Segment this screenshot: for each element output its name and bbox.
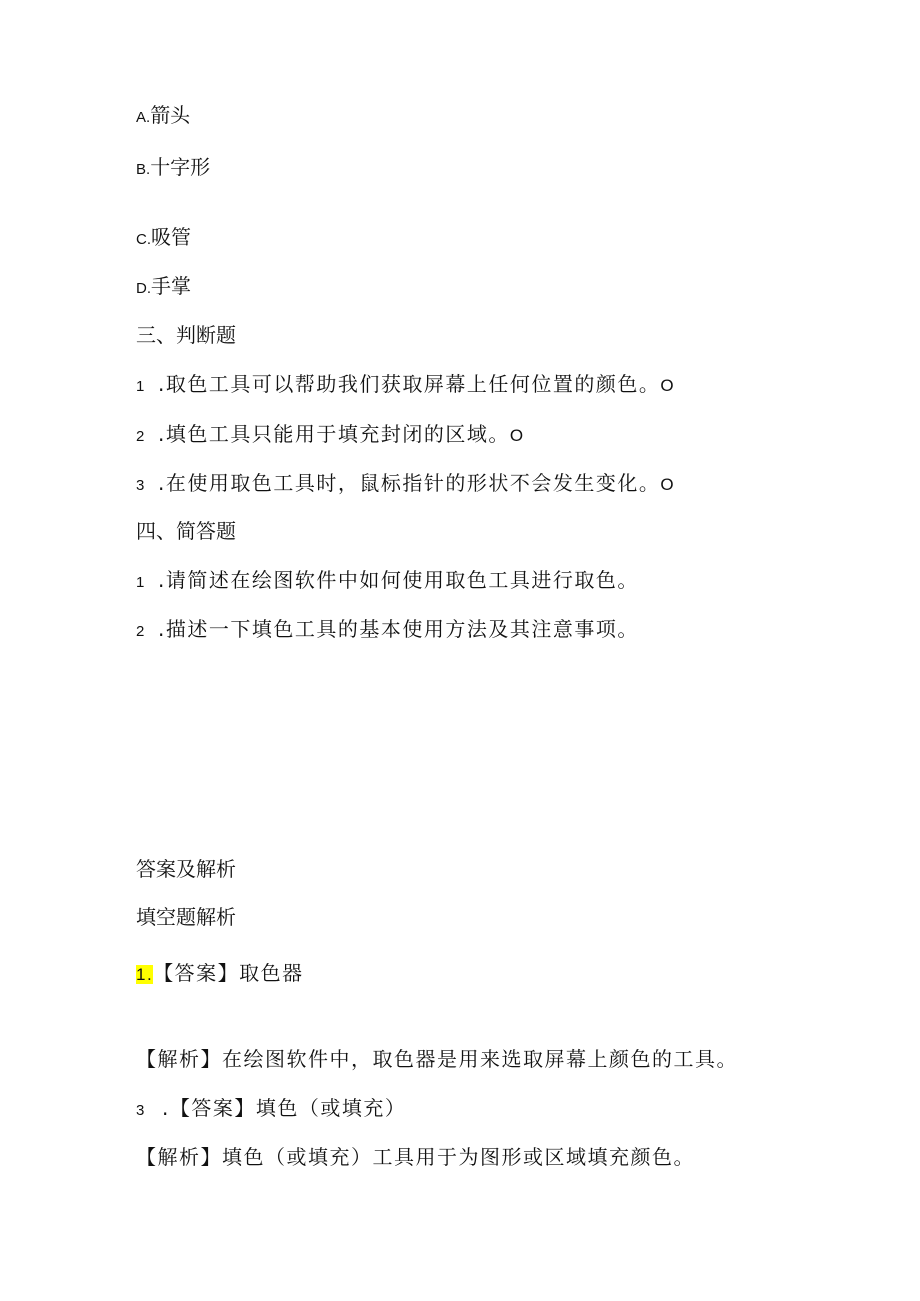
section-heading-short-answer: 四、简答题 <box>136 519 236 543</box>
answer-number: 3 <box>136 1102 146 1119</box>
analysis-1: 【解析】在绘图软件中，取色器是用来选取屏幕上颜色的工具。 <box>136 1047 738 1071</box>
item-number: 2 <box>136 623 146 640</box>
answer-text: 【答案】取色器 <box>153 961 304 985</box>
item-text: .在使用取色工具时，鼠标指针的形状不会发生变化。 <box>158 471 661 495</box>
answer-3 <box>136 1094 406 1125</box>
answer-1 <box>136 959 304 989</box>
choice-marker: D. <box>136 280 151 297</box>
true-false-item-3 <box>136 469 675 500</box>
item-text: .请简述在绘图软件中如何使用取色工具进行取色。 <box>158 568 639 592</box>
choice-text: 十字形 <box>150 155 211 179</box>
item-number: 1 <box>136 574 146 591</box>
choice-a <box>136 101 190 132</box>
true-false-item-1 <box>136 370 675 401</box>
short-answer-item-2 <box>136 615 639 646</box>
answer-circle-mark: O <box>660 376 676 395</box>
choice-b <box>136 153 210 184</box>
analysis-3: 【解析】填色（或填充）工具用于为图形或区域填充颜色。 <box>136 1145 695 1169</box>
choice-text: 吸管 <box>151 225 191 249</box>
choice-marker: A. <box>136 109 151 126</box>
item-text: .描述一下填色工具的基本使用方法及其注意事项。 <box>158 617 639 641</box>
answer-text: .【答案】填色（或填充） <box>162 1096 407 1120</box>
answers-subheading: 填空题解析 <box>136 905 236 929</box>
item-number: 1 <box>136 378 146 395</box>
choice-text: 手掌 <box>151 274 191 298</box>
answer-circle-mark: O <box>509 426 525 445</box>
answers-heading: 答案及解析 <box>136 857 236 881</box>
item-text: .填色工具只能用于填充封闭的区域。 <box>158 422 510 446</box>
item-text: .取色工具可以帮助我们获取屏幕上任何位置的颜色。 <box>158 372 661 396</box>
choice-text: 箭头 <box>150 103 191 127</box>
answer-circle-mark: O <box>660 475 676 494</box>
choice-c <box>136 223 191 254</box>
true-false-item-2 <box>136 420 525 451</box>
short-answer-item-1 <box>136 566 639 597</box>
choice-marker: C. <box>136 231 151 248</box>
answer-number-highlight: 1. <box>136 965 154 984</box>
item-number: 2 <box>136 428 146 445</box>
section-heading-true-false: 三、判断题 <box>136 323 236 347</box>
choice-marker: B. <box>136 161 151 178</box>
item-number: 3 <box>136 477 146 494</box>
choice-d <box>136 272 191 303</box>
